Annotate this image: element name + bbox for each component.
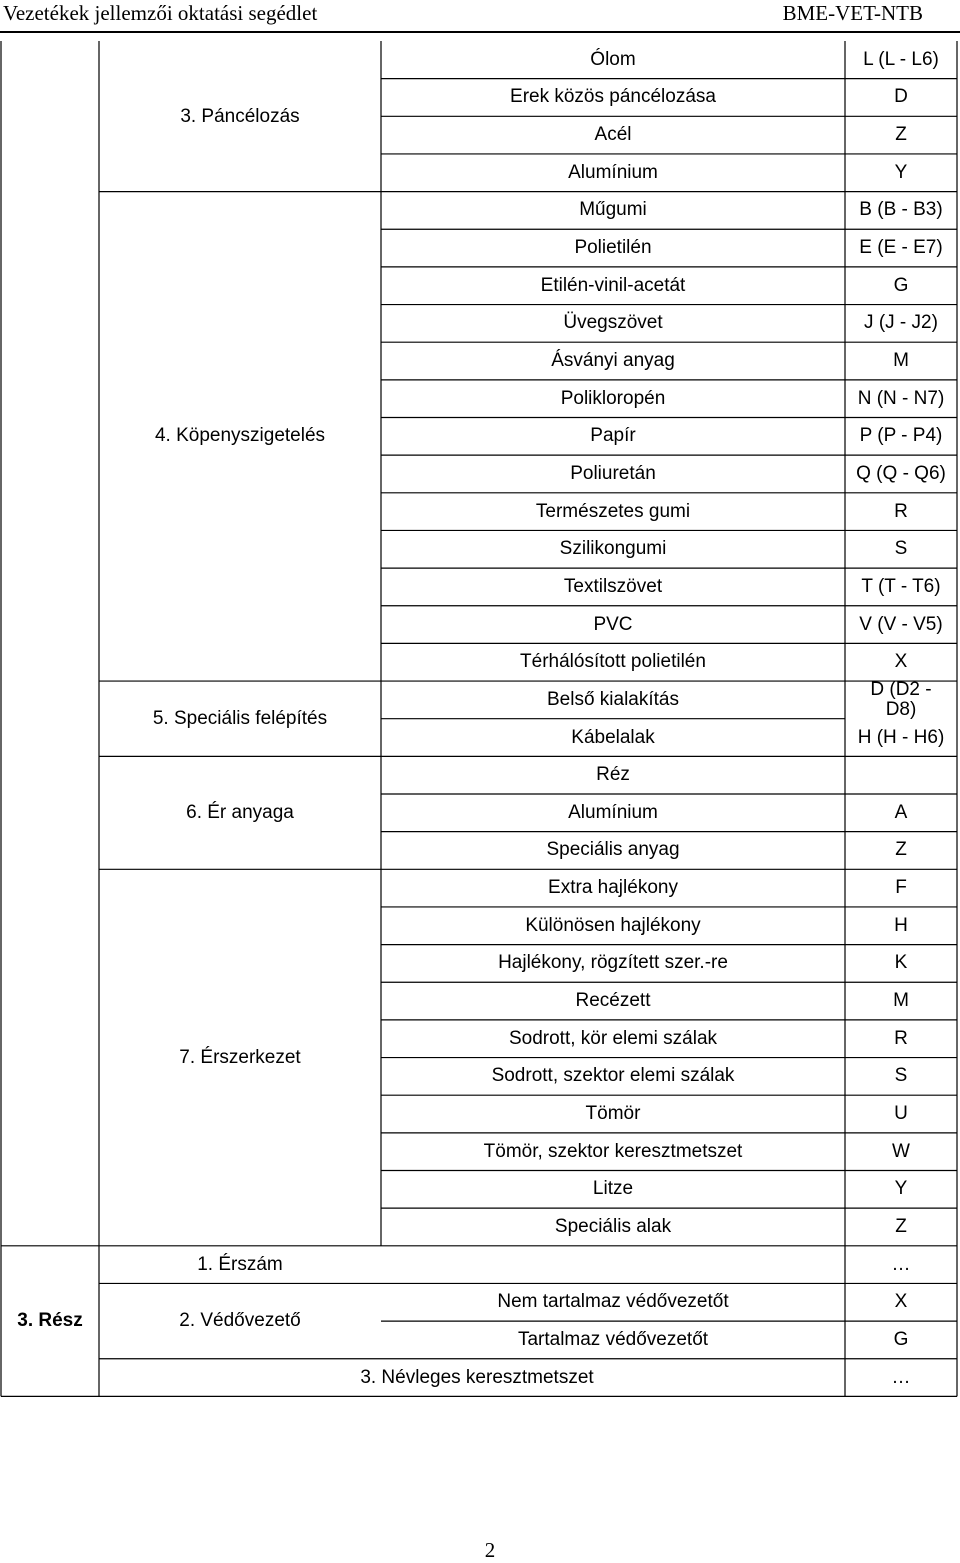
- description-cell: Sodrott, szektor elemi szálak: [491, 1065, 735, 1087]
- description-cell: Üvegszövet: [563, 312, 663, 334]
- description-cell: Műgumi: [579, 199, 647, 221]
- description-cell: Nem tartalmaz védővezetőt: [497, 1291, 729, 1313]
- code-cell: U: [894, 1103, 908, 1124]
- code-cell: R: [894, 1027, 908, 1049]
- description-cell: Természetes gumi: [535, 500, 691, 522]
- description-cell: Kábelalak: [571, 726, 655, 748]
- header-title: Vezetékek jellemzői oktatási segédlet: [3, 1, 318, 25]
- code-cell: M: [893, 990, 909, 1012]
- description-cell: Tartalmaz védővezetőt: [517, 1328, 709, 1350]
- description-cell: Térhálósított polietilén: [520, 651, 706, 673]
- description-cell: Belső kialakítás: [546, 688, 679, 710]
- code-cell: H: [894, 914, 908, 936]
- code-cell: Z: [895, 124, 907, 146]
- code-cell: V (V - V5): [859, 613, 943, 635]
- group-label-conductor-structure: 7. Érszerkezet: [179, 1046, 301, 1068]
- code-cell: S: [894, 1065, 908, 1087]
- code-cell: S: [894, 538, 908, 560]
- group-label-special-construction: 5. Speciális felépítés: [152, 707, 328, 729]
- description-cell: Tömör, szektor keresztmetszet: [483, 1140, 743, 1162]
- description-cell: Erek közös páncélozása: [510, 86, 716, 108]
- group-label-armouring: 3. Páncélozás: [180, 106, 300, 128]
- code-cell: M: [893, 350, 909, 371]
- code-cell: E (E - E7): [859, 237, 943, 259]
- description-cell: Acél: [594, 124, 632, 146]
- description-cell: Textilszövet: [563, 575, 663, 597]
- group-label-sheath-insulation: 4. Köpenyszigetelés: [154, 425, 326, 447]
- code-cell: X: [894, 651, 908, 673]
- description-cell: Szilikongumi: [559, 538, 667, 560]
- code-cell: D: [894, 86, 908, 108]
- description-cell: Speciális anyag: [546, 839, 680, 861]
- description-cell: Extra hajlékony: [548, 877, 678, 899]
- code-cell: Q (Q - Q6): [856, 462, 946, 484]
- group-label-conductor-material: 6. Ér anyaga: [186, 801, 294, 823]
- code-cell: Y: [894, 1178, 908, 1200]
- code-cell: B (B - B3): [859, 199, 943, 221]
- code-cell: H (H - H6): [857, 726, 945, 748]
- description-cell: Etilén-vinil-acetát: [540, 274, 686, 296]
- description-cell: Réz: [596, 764, 630, 786]
- code-cell: Z: [895, 839, 907, 861]
- code-cell: X: [894, 1291, 908, 1313]
- description-cell: Polikloropén: [560, 387, 666, 409]
- field-label-core-count: 1. Érszám: [197, 1253, 283, 1275]
- code-cell: N (N - N7): [857, 387, 945, 409]
- header-institution: BME-VET-NTB: [782, 1, 923, 25]
- description-cell: Litze: [592, 1178, 634, 1200]
- description-cell: Ólom: [590, 48, 636, 70]
- code-cell: F: [895, 877, 907, 899]
- part-label: 3. Rész: [17, 1310, 83, 1332]
- description-cell: Hajlékony, rögzített szer.-re: [498, 952, 728, 974]
- code-cell: L (L - L6): [863, 48, 939, 70]
- description-cell: PVC: [593, 613, 633, 635]
- code-cell: …: [891, 1366, 911, 1388]
- description-cell: Ásványi anyag: [551, 350, 675, 371]
- code-cell: A: [894, 801, 908, 823]
- code-cell: K: [894, 952, 908, 974]
- code-cell: W: [892, 1140, 910, 1162]
- code-cell: Z: [895, 1215, 907, 1237]
- description-cell: Alumínium: [568, 161, 658, 183]
- description-cell: Alumínium: [568, 801, 658, 823]
- page-number: 2: [484, 1538, 496, 1562]
- code-cell: Y: [894, 161, 908, 183]
- code-cell: G: [893, 274, 909, 296]
- description-cell: Sodrott, kör elemi szálak: [508, 1027, 718, 1049]
- description-cell: Recézett: [575, 990, 651, 1012]
- description-cell: Poliuretán: [570, 462, 656, 484]
- description-cell: Papír: [590, 425, 636, 447]
- code-cell: J (J - J2): [864, 312, 938, 334]
- description-cell: Különösen hajlékony: [525, 914, 701, 936]
- code-cell: R: [894, 500, 908, 522]
- description-cell: Polietilén: [574, 237, 652, 259]
- field-label-nominal-cross-section: 3. Névleges keresztmetszet: [360, 1366, 594, 1388]
- field-label-protective-conductor: 2. Védővezető: [179, 1310, 301, 1332]
- code-cell: G: [893, 1328, 909, 1350]
- code-cell: …: [891, 1253, 911, 1275]
- description-cell: Tömör: [585, 1103, 641, 1124]
- code-cell: D (D2 - D8): [870, 678, 932, 720]
- code-cell: T (T - T6): [861, 575, 941, 597]
- description-cell: Speciális alak: [554, 1215, 672, 1237]
- code-cell: P (P - P4): [859, 425, 943, 447]
